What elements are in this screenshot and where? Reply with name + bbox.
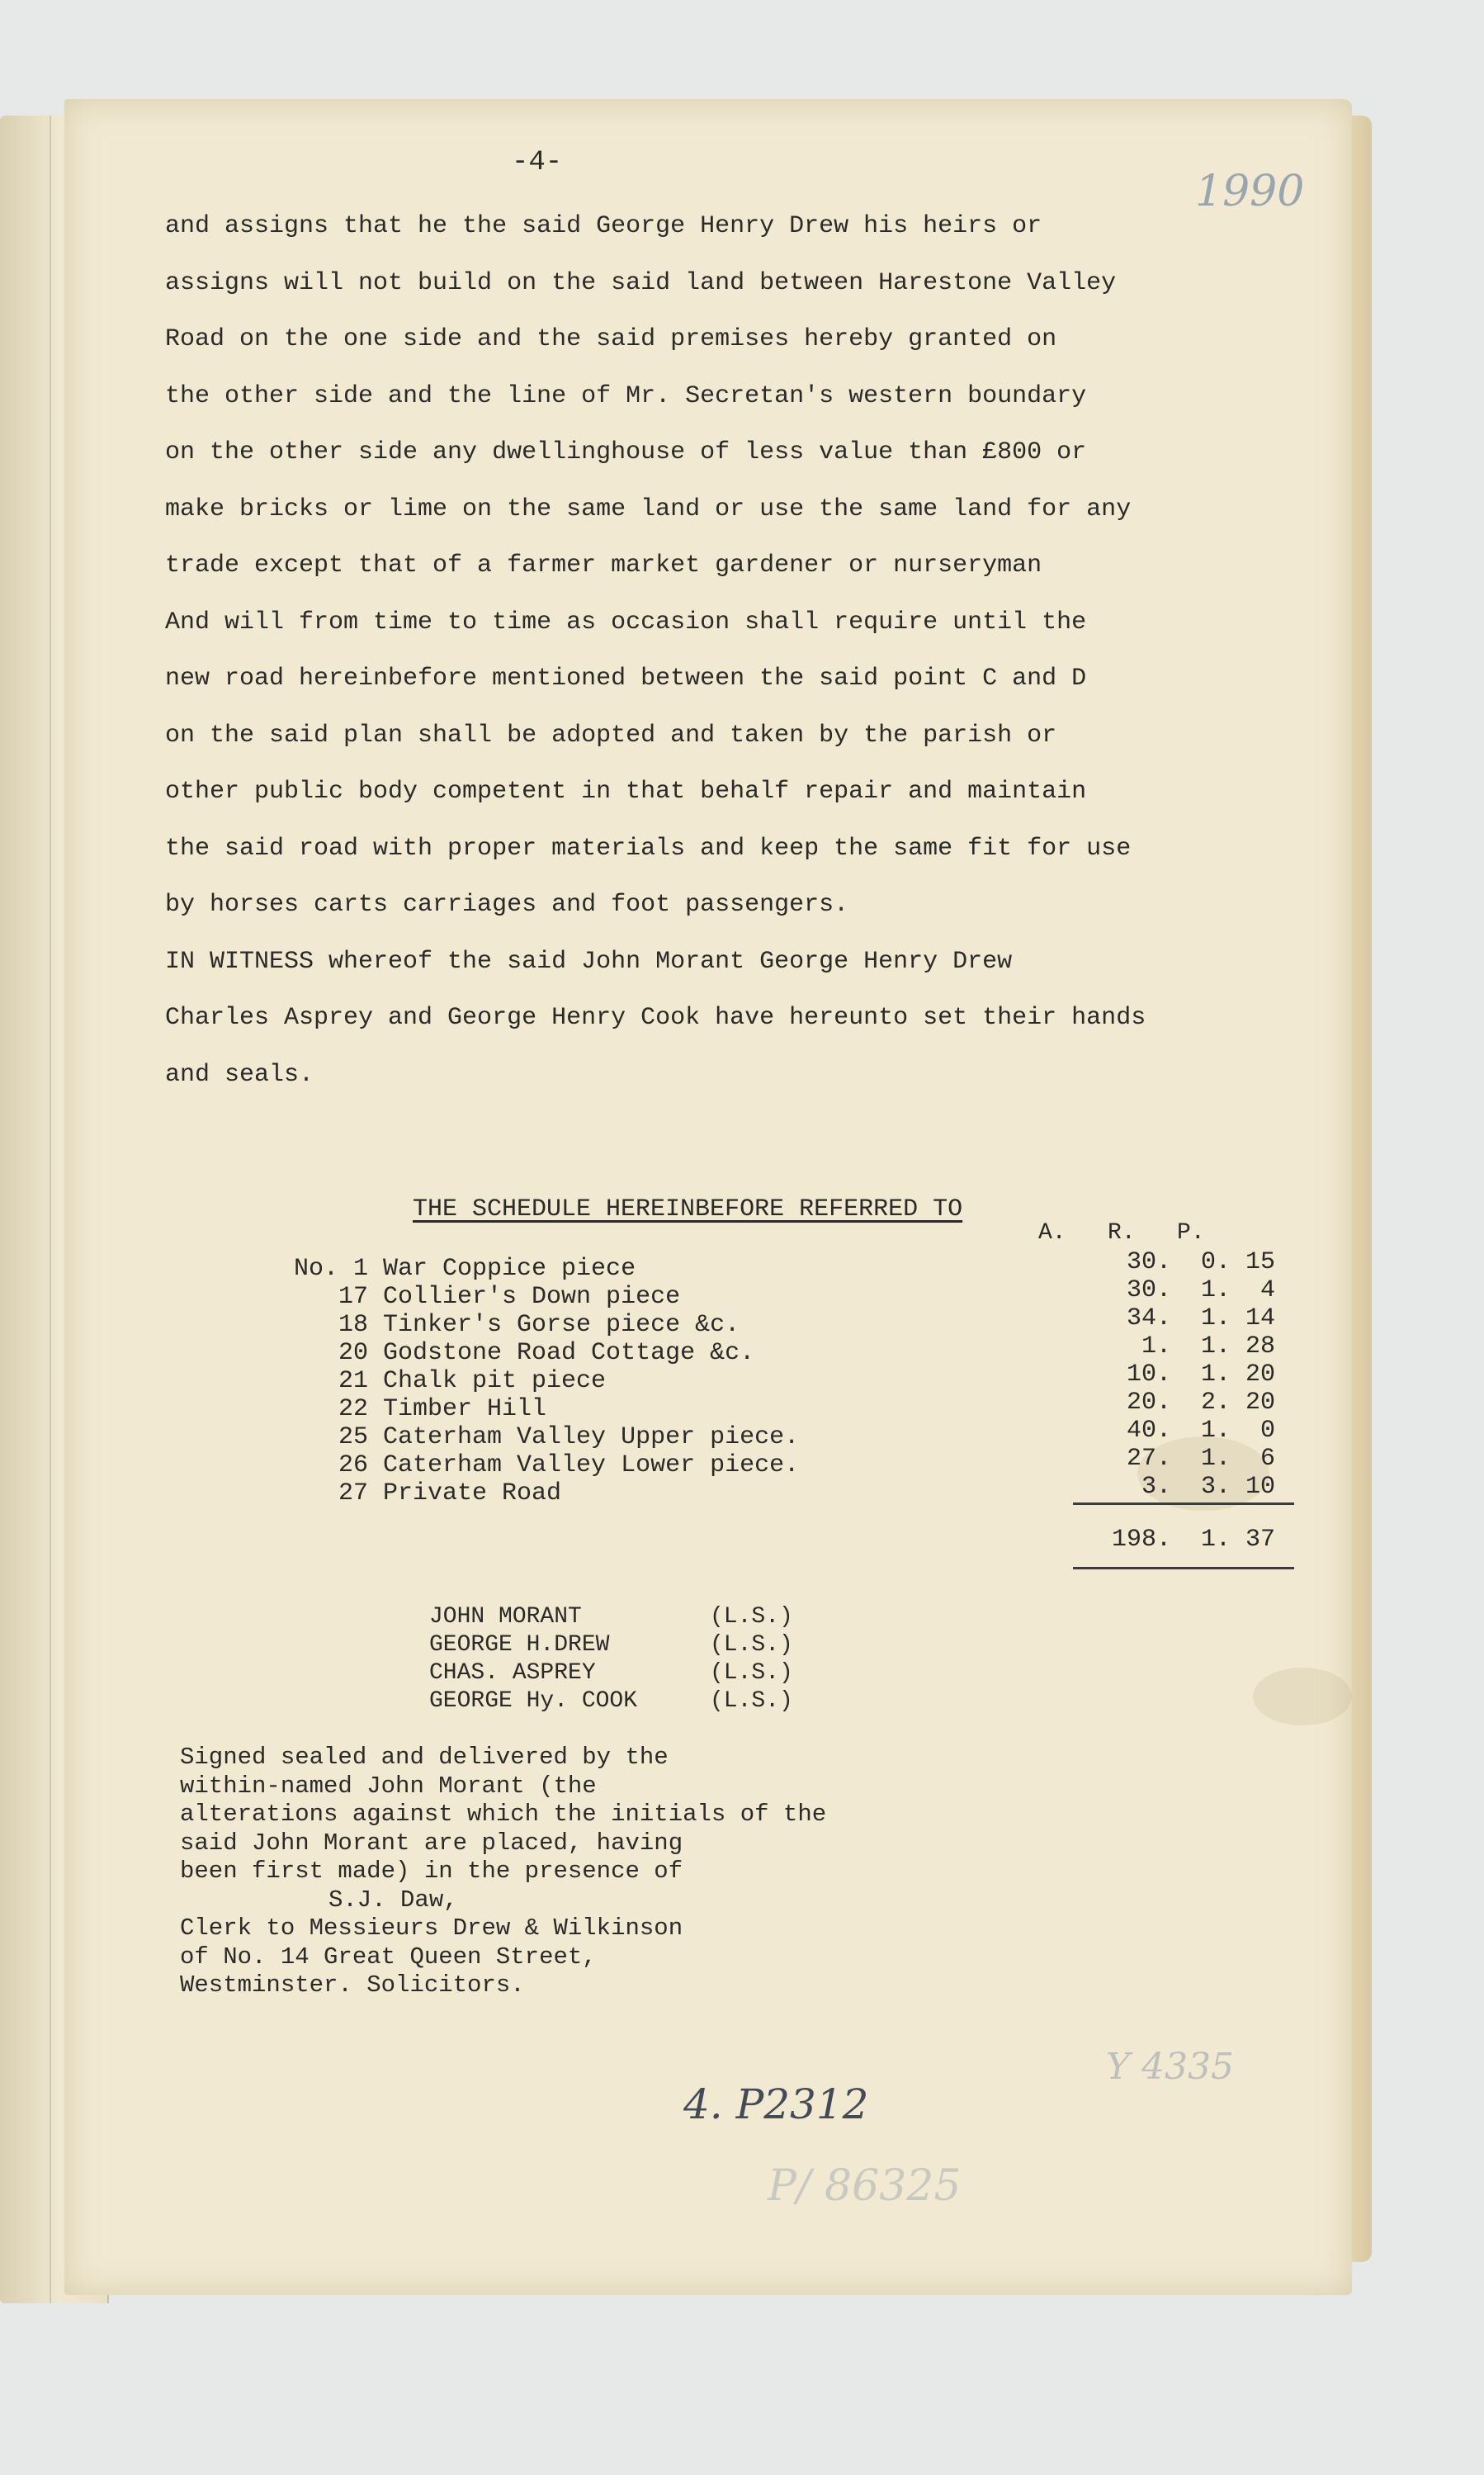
parcel-name: Collier's Down piece (383, 1283, 681, 1311)
parcel-area: 30. 1. 4 (1126, 1276, 1275, 1304)
signatory-name: CHAS. ASPREY (429, 1660, 596, 1686)
parcel-row (256, 1451, 799, 1479)
parcel-number: 17 (338, 1283, 368, 1311)
body-line: other public body competent in that behalf repair and maintain (165, 778, 1087, 806)
attestation-line: Signed sealed and delivered by the (180, 1744, 669, 1771)
page-torn-edge (1322, 116, 1372, 2262)
parcel-row (256, 1283, 799, 1311)
parcel-area: 30. 0. 15 (1126, 1248, 1275, 1276)
witness-name: S.J. Daw, (328, 1886, 458, 1914)
parcel-number: 27 (338, 1479, 368, 1507)
attestation-line: said John Morant are placed, having (180, 1829, 683, 1857)
pencil-annotation-top-right: 1990 (1195, 167, 1305, 216)
signatory-name: GEORGE Hy. COOK (429, 1688, 638, 1714)
faint-pencil-reference: P/ 86325 (768, 2161, 962, 2211)
seal-mark: (L.S.) (710, 1688, 793, 1714)
parcel-area: 20. 2. 20 (1126, 1389, 1275, 1417)
parcel-prefix: No. (293, 1255, 338, 1283)
body-line: new road hereinbefore mentioned between the said point C and D (165, 665, 1087, 693)
parcel-name: Godstone Road Cottage &c. (383, 1339, 755, 1367)
facing-page-fold (50, 116, 51, 2303)
seal-mark: (L.S.) (710, 1604, 793, 1630)
parcel-name: Private Road (383, 1479, 562, 1507)
body-line: the said road with proper materials and keep the same fit for use (165, 834, 1132, 863)
body-line: on the other side any dwellinghouse of less value than £800 or (165, 438, 1087, 466)
body-line: And will from time to time as occasion shall require until the (165, 608, 1087, 636)
signatory-row (429, 1631, 793, 1659)
parcel-row (256, 1423, 799, 1451)
deed-body-text (165, 198, 1321, 1103)
schedule-subtotal-rule (1073, 1503, 1294, 1505)
witness-line: Westminster. Solicitors. (180, 1971, 525, 1999)
parcel-area: 10. 1. 20 (1126, 1361, 1275, 1389)
attestation-line: alterations against which the initials of the (180, 1801, 827, 1828)
parcel-area: 3. 3. 10 (1141, 1473, 1275, 1501)
parcel-name: Chalk pit piece (383, 1367, 607, 1395)
attestation-line: within-named John Morant (the (180, 1772, 597, 1800)
seal-mark: (L.S.) (710, 1660, 793, 1686)
parcel-area: 34. 1. 14 (1126, 1304, 1275, 1332)
parcel-row (256, 1311, 799, 1339)
body-line: and seals. (165, 1060, 314, 1089)
signatory-row (429, 1603, 793, 1631)
parcel-row (256, 1255, 799, 1283)
parcel-number: 1 (352, 1255, 368, 1283)
body-line: the other side and the line of Mr. Secretan's western boundary (165, 381, 1087, 410)
parcel-number: 18 (338, 1311, 368, 1339)
body-line: by horses carts carriages and foot passengers. (165, 891, 849, 919)
parcel-number: 25 (338, 1423, 368, 1451)
witness-line: of No. 14 Great Queen Street, (180, 1943, 597, 1971)
attestation-clause (180, 1744, 826, 2000)
parcel-area: 40. 1. 0 (1126, 1417, 1275, 1445)
schedule-total: 198. 1. 37 (1111, 1526, 1275, 1554)
parcel-number: 26 (338, 1451, 368, 1479)
attestation-line: been first made) in the presence of (180, 1857, 683, 1885)
body-line: IN WITNESS whereof the said John Morant George Henry Drew (165, 947, 1013, 976)
parcel-number: 20 (338, 1339, 368, 1367)
parcel-row (256, 1367, 799, 1395)
paper-stain (1253, 1668, 1352, 1725)
parcel-name: Timber Hill (383, 1395, 547, 1423)
body-line: and assigns that he the said George Henry Drew his heirs or (165, 212, 1042, 240)
parcel-name: Caterham Valley Upper piece. (383, 1423, 800, 1451)
body-line: assigns will not build on the said land between Harestone Valley (165, 268, 1117, 297)
body-line: trade except that of a farmer market gardener or nurseryman (165, 551, 1042, 580)
parcel-row (256, 1395, 799, 1423)
parcel-number: 21 (338, 1367, 368, 1395)
parcel-area: 27. 1. 6 (1126, 1445, 1275, 1473)
signatory-name: GEORGE H.DREW (429, 1632, 610, 1658)
handwritten-reference: 4. P2312 (683, 2080, 869, 2128)
seal-mark: (L.S.) (710, 1632, 793, 1658)
page-number: -4- (512, 147, 563, 178)
schedule-parcel-list (256, 1255, 799, 1507)
parcel-name: Tinker's Gorse piece &c. (383, 1311, 740, 1339)
signatory-row (429, 1659, 793, 1687)
parcel-name: War Coppice piece (383, 1255, 636, 1283)
witness-line: Clerk to Messieurs Drew & Wilkinson (180, 1914, 683, 1942)
parcel-row (256, 1339, 799, 1367)
parcel-number: 22 (338, 1395, 368, 1423)
body-line: on the said plan shall be adopted and taken by the parish or (165, 721, 1057, 750)
signatory-row (429, 1687, 793, 1715)
body-line: Charles Asprey and George Henry Cook have hereunto set their hands (165, 1004, 1146, 1032)
body-line: Road on the one side and the said premises hereby granted on (165, 325, 1057, 353)
schedule-column-heads: A. R. P. (1038, 1220, 1205, 1246)
schedule-title: THE SCHEDULE HEREINBEFORE REFERRED TO (413, 1195, 963, 1223)
signatory-list (429, 1603, 793, 1715)
schedule-area-column (1028, 1248, 1275, 1501)
schedule-total-rule (1073, 1567, 1294, 1569)
parcel-area: 1. 1. 28 (1141, 1332, 1275, 1361)
pencil-annotation-bottom-right: Y 4335 (1106, 2046, 1235, 2088)
body-line: make bricks or lime on the same land or use the same land for any (165, 495, 1132, 523)
signatory-name: JOHN MORANT (429, 1604, 582, 1630)
parcel-name: Caterham Valley Lower piece. (383, 1451, 800, 1479)
parcel-row (256, 1479, 799, 1507)
